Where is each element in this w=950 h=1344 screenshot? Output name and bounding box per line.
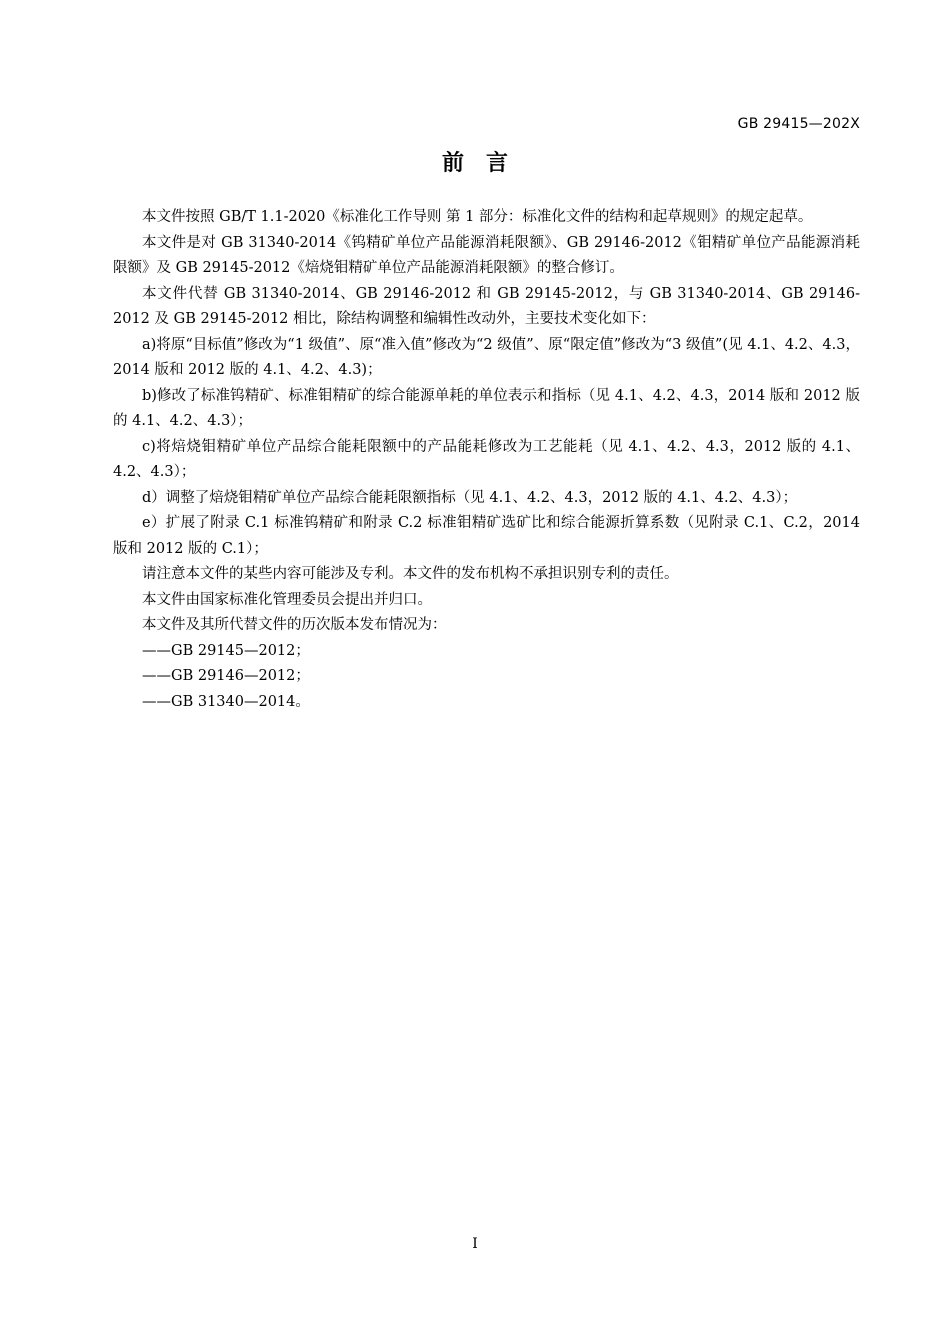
- change-item-d: d）调整了焙烧钼精矿单位产品综合能耗限额指标（见 4.1、4.2、4.3，2012 版的 4.1、4.2、4.3）；: [142, 489, 798, 506]
- paragraph-history-intro: 本文件及其所代替文件的历次版本发布情况为：: [142, 617, 447, 633]
- paragraph-proposer: 本文件由国家标准化管理委员会提出并归口。: [142, 591, 432, 608]
- paragraph-replaces: 本文件代替 GB 31340-2014、GB 29146-2012 和 GB 29145-2012，与 GB 31340-2014、GB 29146-2012 及 GB 29145-2012 相比，除结构调整和编辑性改动外，主要技术变化如下：: [113, 285, 860, 327]
- change-item-c: c)将焙烧钼精矿单位产品综合能耗限额中的产品能耗修改为工艺能耗（见 4.1、4.2、4.3，2012 版的 4.1、4.2、4.3）；: [113, 438, 860, 480]
- paragraph-revision-scope: 本文件是对 GB 31340-2014《钨精矿单位产品能源消耗限额》、GB 29146-2012《钼精矿单位产品能源消耗限额》及 GB 29145-2012《焙烧钼精矿单位产品能源消耗限额》的整合修订。: [113, 234, 860, 276]
- paragraph-patent-notice: 请注意本文件的某些内容可能涉及专利。本文件的发布机构不承担识别专利的责任。: [142, 566, 679, 582]
- page-number: I: [472, 1236, 478, 1252]
- change-item-e: e）扩展了附录 C.1 标准钨精矿和附录 C.2 标准钼精矿选矿比和综合能源折算系数（见附录 C.1、C.2，2014 版和 2012 版的 C.1）；: [113, 515, 860, 557]
- change-item-b: b)修改了标准钨精矿、标准钼精矿的综合能源单耗的单位表示和指标（见 4.1、4.2、4.3，2014 版和 2012 版的 4.1、4.2、4.3）；: [113, 387, 860, 429]
- history-item: ——GB 31340—2014。: [142, 693, 310, 710]
- change-item-a: a)将原“目标值”修改为“1 级值”、原“准入值”修改为“2 级值”、原“限定值”修改为“3 级值”(见 4.1、4.2、4.3，2014 版和 2012 版的 4.1、4.2、4.3)；: [113, 336, 860, 378]
- paragraph-drafting-rules: 本文件按照 GB/T 1.1-2020《标准化工作导则 第 1 部分：标准化文件的结构和起草规则》的规定起草。: [142, 209, 813, 225]
- document-code: GB 29415—202X: [737, 116, 860, 132]
- history-item: ——GB 29145—2012；: [142, 642, 310, 659]
- history-item: ——GB 29146—2012；: [142, 668, 310, 684]
- page-title: 前言: [441, 151, 530, 176]
- foreword-body: [113, 205, 860, 715]
